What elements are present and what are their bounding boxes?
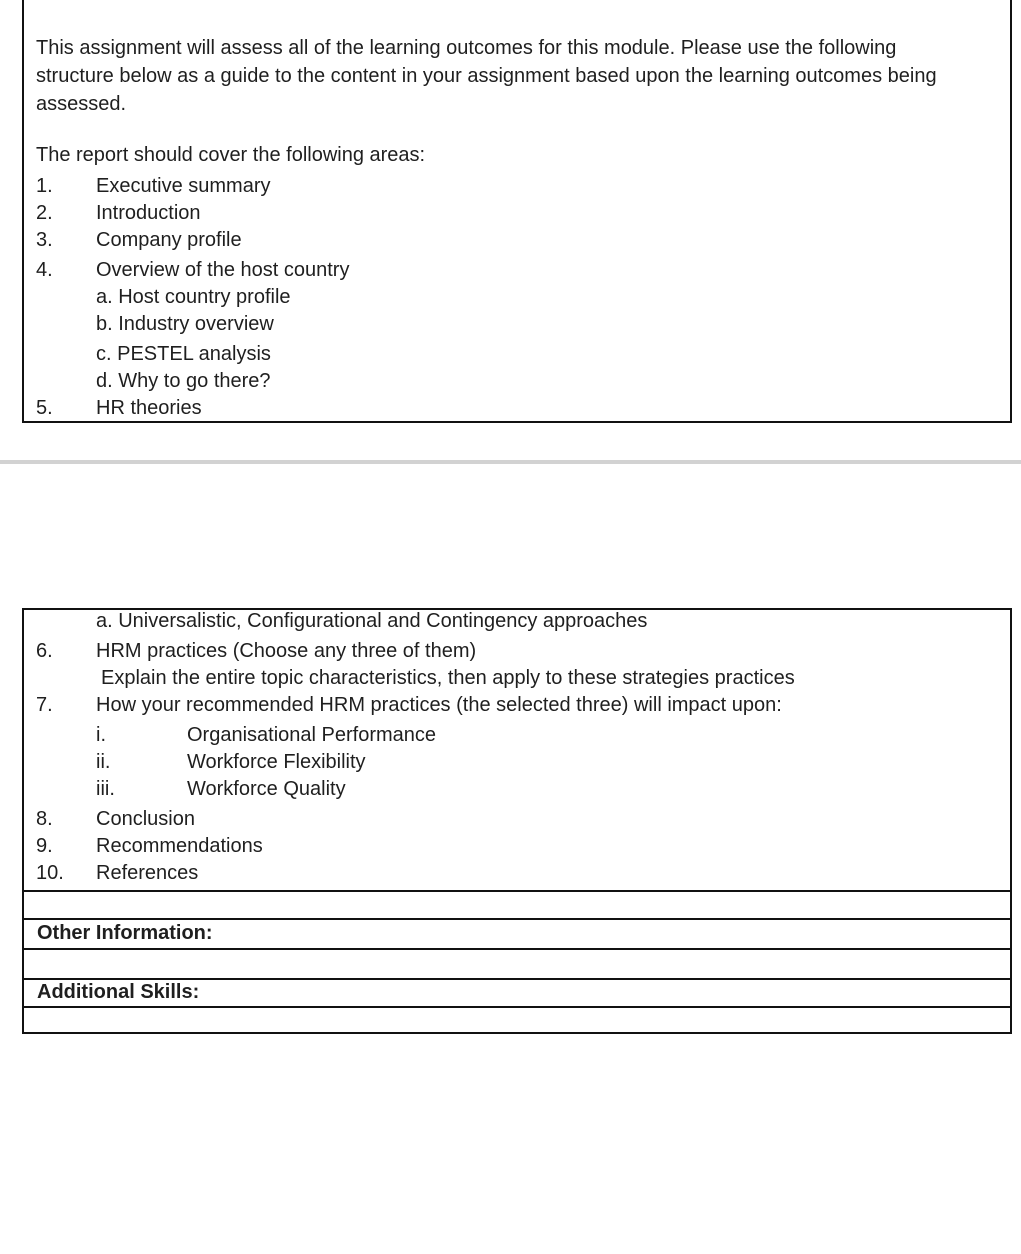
item-hr-theories: HR theories (96, 397, 202, 419)
subitem-workforce-flexibility: Workforce Flexibility (187, 751, 366, 773)
item-number: 3. (36, 229, 53, 251)
table-row-empty (22, 1006, 1012, 1034)
item-executive-summary: Executive summary (96, 175, 271, 197)
subitem-industry-overview: b. Industry overview (96, 313, 274, 335)
item-number: 10. (36, 862, 64, 884)
item-number: 9. (36, 835, 53, 857)
cover-heading: The report should cover the following areas: (36, 144, 426, 166)
item-hrm-practices: HRM practices (Choose any three of them) (96, 640, 477, 662)
item-introduction: Introduction (96, 202, 201, 224)
intro-paragraph (36, 34, 988, 118)
intro-line-2: structure below as a guide to the content in your assignment based upon the learning outcomes being (36, 65, 937, 87)
item-number: 7. (36, 694, 53, 716)
additional-skills-row (22, 978, 1012, 1008)
roman-numeral: ii. (96, 751, 111, 773)
roman-numeral: iii. (96, 778, 115, 800)
item-references: References (96, 862, 199, 884)
item-company-profile: Company profile (96, 229, 242, 251)
item-number: 6. (36, 640, 53, 662)
item-hrm-practices-note: Explain the entire topic characteristics, then apply to these strategies practices (101, 667, 795, 689)
table-row-empty (22, 890, 1012, 920)
item-host-country-overview: Overview of the host country (96, 259, 350, 281)
table-row-empty (22, 948, 1012, 980)
item-number: 4. (36, 259, 53, 281)
item-recommendations: Recommendations (96, 835, 263, 857)
subitem-workforce-quality: Workforce Quality (187, 778, 346, 800)
subitem-organisational-performance: Organisational Performance (187, 724, 437, 746)
subitem-host-country-profile: a. Host country profile (96, 286, 291, 308)
page-divider (0, 460, 1021, 464)
item-hrm-impact: How your recommended HRM practices (the selected three) will impact upon: (96, 694, 782, 716)
item-number: 5. (36, 397, 53, 419)
subitem-why-go-there: d. Why to go there? (96, 370, 271, 392)
item-conclusion: Conclusion (96, 808, 195, 830)
subitem-hr-approaches: a. Universalistic, Configurational and Contingency approaches (96, 610, 648, 632)
other-information-row (22, 918, 1012, 950)
item-number: 2. (36, 202, 53, 224)
additional-skills-label: Additional Skills: (37, 981, 200, 1003)
other-information-label: Other Information: (37, 922, 213, 944)
item-number: 1. (36, 175, 53, 197)
roman-numeral: i. (96, 724, 106, 746)
subitem-pestel-analysis: c. PESTEL analysis (96, 343, 271, 365)
item-number: 8. (36, 808, 53, 830)
intro-line-1: This assignment will assess all of the learning outcomes for this module. Please use the following (36, 37, 897, 59)
intro-line-3: assessed. (36, 93, 127, 115)
